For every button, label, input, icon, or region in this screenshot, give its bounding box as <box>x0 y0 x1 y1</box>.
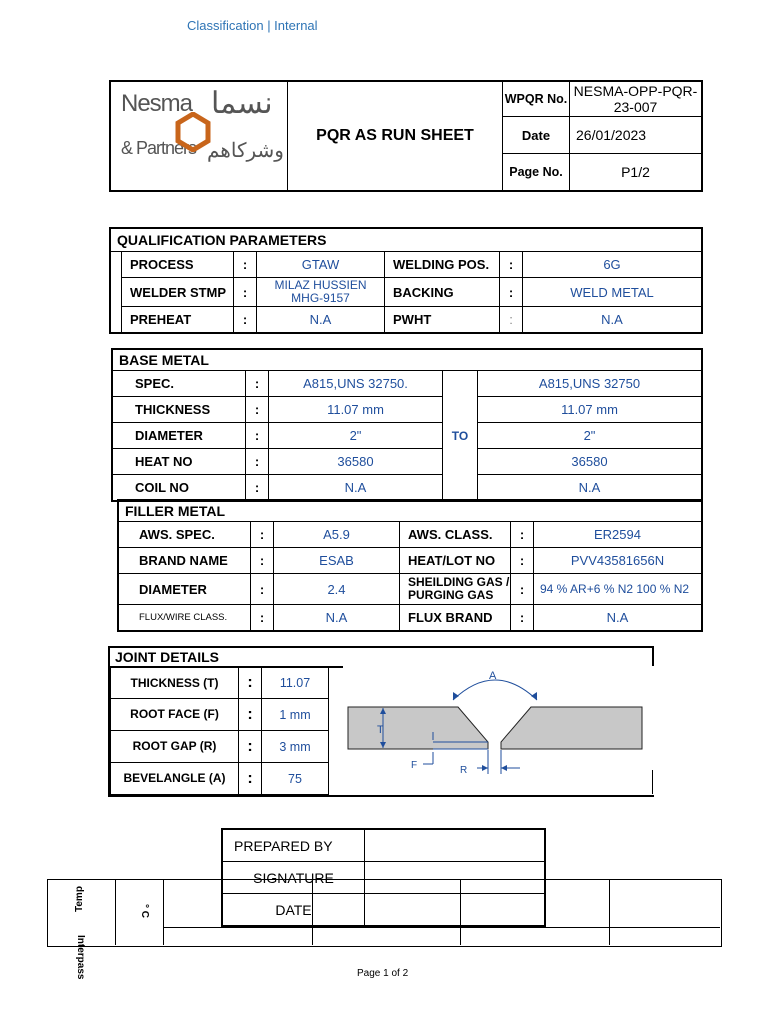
diameter-label: DIAMETER <box>112 423 246 449</box>
bevel-angle-label: BEVELANGLE (A) <box>111 763 239 795</box>
classification-label: Classification | Internal <box>187 18 318 33</box>
filler-metal-table: FILLER METAL AWS. SPEC. : A5.9 AWS. CLASS. : ER2594 BRAND NAME : ESAB HEAT/LOT NO : PVV43581656N DIAMETER : 2.4 SHEILDING GAS / PURGING GAS : 94 % AR+6 % N2 100 % N2 FLUX/WIRE CLASS. : N.A FLUX BRAND : N.A <box>117 499 703 632</box>
logo-latin: Nesma <box>121 90 193 117</box>
root-face-label: ROOT FACE (F) <box>111 699 239 731</box>
page-value: P1/2 <box>570 154 703 192</box>
logo-arabic: نسما <box>211 87 273 120</box>
date-signoff-value[interactable] <box>365 894 546 927</box>
shielding-gas-value: 94 % AR+6 % N2 100 % N2 <box>534 574 703 605</box>
date-value: 26/01/2023 <box>570 117 703 154</box>
preheat-value: N.A <box>257 307 385 334</box>
joint-thickness-label: THICKNESS (T) <box>111 668 239 699</box>
heat-lot-label: HEAT/LOT NO <box>400 548 511 574</box>
company-logo <box>111 82 287 190</box>
thickness-label: THICKNESS <box>112 397 246 423</box>
date-signoff-label: DATE <box>222 894 365 927</box>
process-value: GTAW <box>257 252 385 278</box>
aws-spec-value: A5.9 <box>274 522 400 548</box>
spec-label: SPEC. <box>112 371 246 397</box>
welding-pos-value: 6G <box>523 252 703 278</box>
logo-partners: & Partners <box>121 138 197 158</box>
root-gap-label: ROOT GAP (R) <box>111 731 239 763</box>
welder-stmp-value: MILAZ HUSSIEN MHG-9157 <box>257 278 385 307</box>
coil-no-value-2: N.A <box>478 475 703 502</box>
to-label: TO <box>443 371 478 502</box>
heat-lot-value: PVV43581656N <box>534 548 703 574</box>
base-metal-title: BASE METAL <box>112 349 702 371</box>
heat-no-value-2: 36580 <box>478 449 703 475</box>
coil-no-value-1: N.A <box>269 475 443 502</box>
filler-diameter-value: 2.4 <box>274 574 400 605</box>
joint-bevel-diagram <box>345 662 645 782</box>
qualification-table: QUALIFICATION PARAMETERS PROCESS : GTAW WELDING POS. : 6G WELDER STMP : MILAZ HUSSIEN MHG-9157 BACKING : WELD METAL PREHEAT : N.A PWHT : N.A <box>109 227 703 334</box>
prepared-by-value[interactable] <box>365 829 546 862</box>
flux-brand-label: FLUX BRAND <box>400 605 511 632</box>
welding-pos-label: WELDING POS. <box>385 252 500 278</box>
prepared-by-label: PREPARED BY <box>222 829 365 862</box>
page-label: Page No. <box>503 154 570 192</box>
thickness-value-2: 11.07 mm <box>478 397 703 423</box>
signature-label: SIGNATURE <box>222 862 365 894</box>
signature-value[interactable] <box>365 862 546 894</box>
qualification-title: QUALIFICATION PARAMETERS <box>110 228 702 252</box>
brand-name-label: BRAND NAME <box>118 548 251 574</box>
flux-wire-class-value: N.A <box>274 605 400 632</box>
diameter-value-1: 2" <box>269 423 443 449</box>
logo-hexagon-icon <box>175 112 211 152</box>
header-table <box>109 80 703 192</box>
joint-details-title: JOINT DETAILS <box>115 649 219 665</box>
welder-stmp-label: WELDER STMP <box>122 278 234 307</box>
backing-value: WELD METAL <box>523 278 703 307</box>
heat-no-value-1: 36580 <box>269 449 443 475</box>
celsius-unit: ° C <box>139 904 150 918</box>
signoff-table <box>221 828 546 927</box>
diagram-label-r: R <box>460 765 468 776</box>
aws-spec-label: AWS. SPEC. <box>118 522 251 548</box>
diagram-label-f: F <box>411 760 418 771</box>
logo-cell <box>110 81 288 191</box>
diagram-label-t: T <box>377 724 384 736</box>
root-gap-value: 3 mm <box>262 731 329 763</box>
brand-name-value: ESAB <box>274 548 400 574</box>
spec-value-2: A815,UNS 32750 <box>478 371 703 397</box>
flux-wire-class-label: FLUX/WIRE CLASS. <box>118 605 251 632</box>
joint-thickness-value: 11.07 <box>262 668 329 699</box>
backing-label: BACKING <box>385 278 500 307</box>
aws-class-value: ER2594 <box>534 522 703 548</box>
joint-table: THICKNESS (T) : 11.07 ROOT FACE (F) : 1 mm ROOT GAP (R) : 3 mm BEVELANGLE (A) : 75 <box>110 667 329 795</box>
diagram-label-a: A <box>489 670 497 682</box>
diameter-value-2: 2" <box>478 423 703 449</box>
aws-class-label: AWS. CLASS. <box>400 522 511 548</box>
pwht-value: N.A <box>523 307 703 334</box>
filler-diameter-label: DIAMETER <box>118 574 251 605</box>
preheat-label: PREHEAT <box>122 307 234 334</box>
date-label: Date <box>503 117 570 154</box>
thickness-value-1: 11.07 mm <box>269 397 443 423</box>
temp-label: Temp <box>74 886 85 912</box>
heat-no-label: HEAT NO <box>112 449 246 475</box>
sheet-title: PQR AS RUN SHEET <box>288 81 503 191</box>
bevel-angle-value: 75 <box>262 763 329 795</box>
pwht-label: PWHT <box>385 307 500 334</box>
coil-no-label: COIL NO <box>112 475 246 502</box>
wpqr-value: NESMA-OPP-PQR-23-007 <box>570 81 703 117</box>
shielding-gas-label: SHEILDING GAS / PURGING GAS <box>400 574 511 605</box>
process-label: PROCESS <box>122 252 234 278</box>
root-face-value: 1 mm <box>262 699 329 731</box>
page-footer: Page 1 of 2 <box>357 968 409 979</box>
logo-arabic-sub: وشركاهم <box>207 140 284 162</box>
filler-metal-title: FILLER METAL <box>118 500 702 522</box>
spec-value-1: A815,UNS 32750. <box>269 371 443 397</box>
wpqr-label: WPQR No. <box>503 81 570 117</box>
base-metal-table: BASE METAL SPEC. : A815,UNS 32750. TO A815,UNS 32750 THICKNESS : 11.07 mm 11.07 mm DIAMETER : 2" 2" HEAT NO : 36580 36580 COIL NO : N.A N.A <box>111 348 703 502</box>
flux-brand-value: N.A <box>534 605 703 632</box>
interpass-label: Interpass <box>75 935 86 980</box>
